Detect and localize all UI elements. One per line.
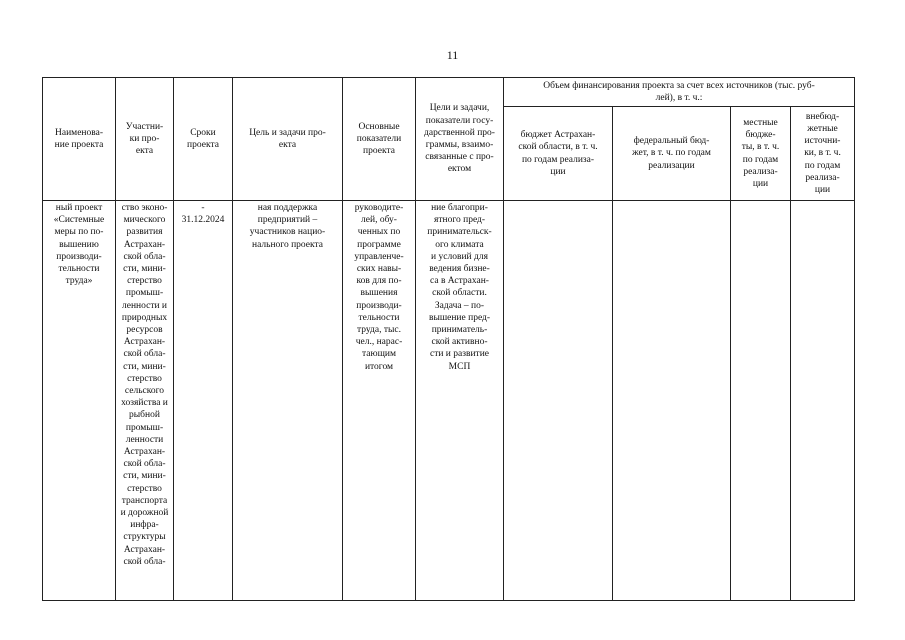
table-row — [43, 201, 855, 601]
cell-extrabudgetary — [791, 201, 855, 601]
project-table — [42, 77, 855, 601]
header-name: Наименова- ние проекта — [43, 78, 116, 201]
header-local-budgets: местные бюдже- ты, в т. ч. по годам реализа- ции — [731, 107, 791, 201]
header-goal: Цель и задачи про- екта — [233, 78, 343, 201]
header-regional-budget: бюджет Астрахан- ской области, в т. ч. по годам реализа- ции — [504, 107, 613, 201]
cell-state-goals: ние благопри- ятного пред- принимательск- ого климата и условий для ведения бизне- са в Астрахан- ской области. Задача – по- вышение пред- приниматель- ской активно- сти и развитие МСП — [416, 201, 504, 601]
cell-federal-budget — [613, 201, 731, 601]
cell-participants: ство эконо- мического развития Астрахан- ской обла- сти, мини- стерство промыш- ленности и природных ресурсов Астрахан- ской обла- сти, мини- стерство сельского хозяйства и рыбной промыш- ленности Астрахан- ской обла- сти, мини- стерство транспорта и дорожной инфра- структуры Астрахан- ской обла- — [116, 201, 174, 601]
header-indicators: Основные показатели проекта — [343, 78, 416, 201]
cell-indicators: руководите- лей, обу- ченных по программе управленче- ских навы- ков для по- вышения производи- тельности труда, тыс. чел., нарас- тающим итогом — [343, 201, 416, 601]
header-extrabudgetary: внебюд- жетные источни- ки, в т. ч. по годам реализа- ции — [791, 107, 855, 201]
cell-name: ный проект «Системные меры по по- вышению производи- тельности труда» — [43, 201, 116, 601]
header-financing-group: Объем финансирования проекта за счет всех источников (тыс. руб- лей), в т. ч.: — [504, 78, 855, 107]
cell-goal: ная поддержка предприятий – участников нацио- нального проекта — [233, 201, 343, 601]
header-participants: Участни- ки про- екта — [116, 78, 174, 201]
cell-local-budgets — [731, 201, 791, 601]
header-terms: Сроки проекта — [174, 78, 233, 201]
header-federal-budget: федеральный бюд- жет, в т. ч. по годам реализации — [613, 107, 731, 201]
cell-terms: - 31.12.2024 — [174, 201, 233, 601]
cell-regional-budget — [504, 201, 613, 601]
header-state-goals: Цели и задачи, показатели госу- дарственной про- граммы, взаимо- связанные с про- ектом — [416, 78, 504, 201]
header-row-top — [43, 78, 855, 107]
page-number: 11 — [446, 48, 459, 62]
